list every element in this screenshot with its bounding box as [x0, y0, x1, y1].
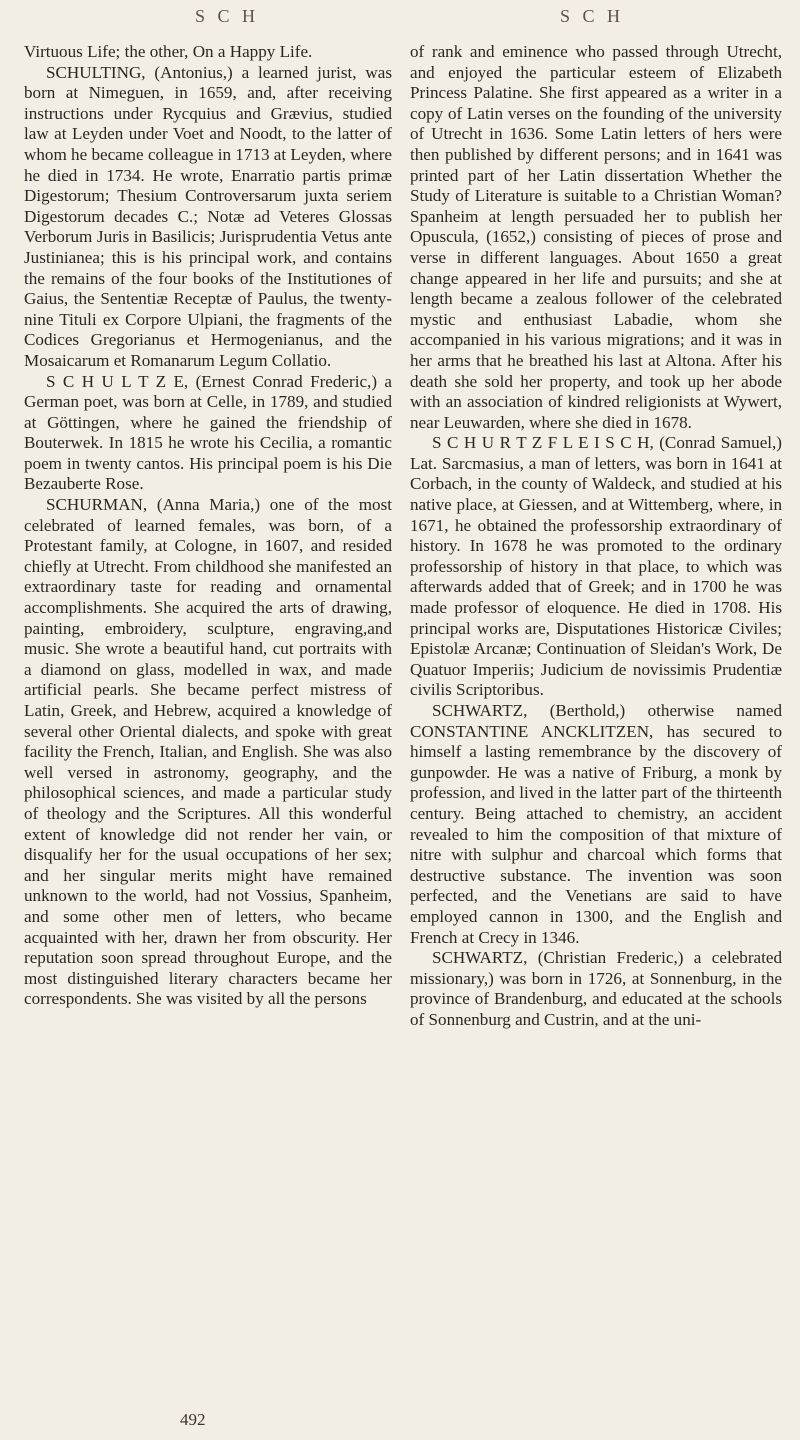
entry-continuation: Virtuous Life; the other, On a Happy Life. [24, 42, 313, 61]
entry-schwartz-christian: SCHWARTZ, (Christian Frederic,) a celebrated missionary,) was born in 1726, at Sonnenburg, in the province of Brandenburg, and educated at the schools of Sonnenburg and Custrin, and at the uni- [410, 948, 782, 1029]
entry-schultze: S C H U L T Z E, (Ernest Conrad Frederic,) a German poet, was born at Celle, in 1789, and studied at Göttingen, where he gained the friendship of Bouterwek. In 1815 he wrote his Cecilia, a romantic poem in twenty cantos. His principal poem is his Die Bezauberte Rose. [24, 371, 392, 494]
entry-schulting: SCHULTING, (Antonius,) a learned jurist, was born at Nimeguen, in 1659, and, after receiving instructions under Rycquius and Grævius, studied law at Leyden under Voet and Noodt, to the latter of whom he became colleague in 1713 at Leyden, where he died in 1734. He wrote, Enarratio partis primæ Digestorum; Thesium Controversarum juxta seriem Digestorum decades C.; Notæ ad Veteres Glossas Verborum Juris in Basilicis; Jurisprudentia Vetus ante Justinianea; this is his principal work, and contains the remains of the four books of the Institutiones of Gaius, the Sententiæ Receptæ of Paulus, the twenty-nine Tituli ex Corpore Ulpiani, the fragments of the Codices Gregorianus et Hermogenianus, and the Mosaicarum et Romanarum Legum Collatio. [24, 62, 392, 370]
running-head-right: S C H [560, 6, 625, 26]
entry-schurtzfleisch: S C H U R T Z F L E I S C H, (Conrad Samuel,) Lat. Sarcmasius, a man of letters, was born in 1641 at Corbach, in the county of Waldeck, and studied at his native place, at Giessen, and at Wittemberg, where, in 1671, he obtained the professorship extraordinary of history. In 1678 he was promoted to the ordinary professorship of history in that place, to which was afterwards added that of Greek; and in 1700 he was made professor of eloquence. He died in 1708. His principal works are, Disputationes Historicæ Civiles; Epistolæ Arcanæ; Continuation of Sleidan's Work, De Quatuor Imperiis; Judicium de novissimis Prudentiæ civilis Scriptoribus. [410, 433, 782, 700]
entry-schurman: SCHURMAN, (Anna Maria,) one of the most celebrated of learned females, was born, of a Protestant family, at Cologne, in 1607, and resided chiefly at Utrecht. From childhood she manifested an extraordinary taste for reading and ornamental accomplishments. She acquired the arts of drawing, painting, embroidery, sculpture, engraving,and music. She wrote a beautiful hand, cut portraits with a diamond on glass, modelled in wax, and made artificial pearls. She became perfect mistress of Latin, Greek, and Hebrew, acquired a knowledge of several other Oriental dialects, and spoke with great facility the French, Italian, and English. She was also well versed in astronomy, geography, and the philosophical sciences, and made a particular study of theology and the Scriptures. All this wonderful extent of knowledge did not render her vain, or disqualify her for the usual occupations of her sex; and her singular merits might have remained unknown to the world, had not Vossius, Spanheim, and some other men of letters, who became acquainted with her, drawn her from obscurity. Her reputation soon spread throughout Europe, and the most distinguished literary characters became her correspondents. She was visited by all the persons [24, 495, 392, 1009]
page-number: 492 [180, 1410, 206, 1429]
running-head-left: S C H [195, 6, 260, 26]
right-column [410, 42, 782, 1031]
entry-schwartz-berthold: SCHWARTZ, (Berthold,) otherwise named CONSTANTINE ANCKLITZEN, has secured to himself a lasting remembrance by the discovery of gunpowder. He was a native of Friburg, a monk by profession, and lived in the latter part of the thirteenth century. Being attached to chemistry, an accident revealed to him the composition of that mixture of nitre with sulphur and charcoal which forms that destructive substance. The invention was soon perfected, and the Venetians are said to have employed cannon in 1300, and the English and French at Crecy in 1346. [410, 701, 782, 947]
entry-schurman-continued: of rank and eminence who passed through Utrecht, and enjoyed the particular esteem of Elizabeth Princess Palatine. She first appeared as a writer in a copy of Latin verses on the founding of the university of Utrecht in 1636. Some Latin letters of hers were then published by different persons; and in 1641 was printed part of her Latin dissertation Whether the Study of Literature is suitable to a Christian Woman? Spanheim at length persuaded her to publish her Opuscula, (1652,) consisting of pieces of prose and verse in different languages. About 1650 a great change appeared in her life and pursuits; and she at length became a zealous follower of the celebrated mystic and enthusiast Labadie, whom she accompanied in his various migrations; and it was in her arms that he breathed his last at Altona. After his death she sold her property, and took up her abode with an association of kindred religionists at Wywert, near Leuwarden, where she died in 1678. [410, 42, 782, 432]
left-column [24, 42, 392, 1010]
